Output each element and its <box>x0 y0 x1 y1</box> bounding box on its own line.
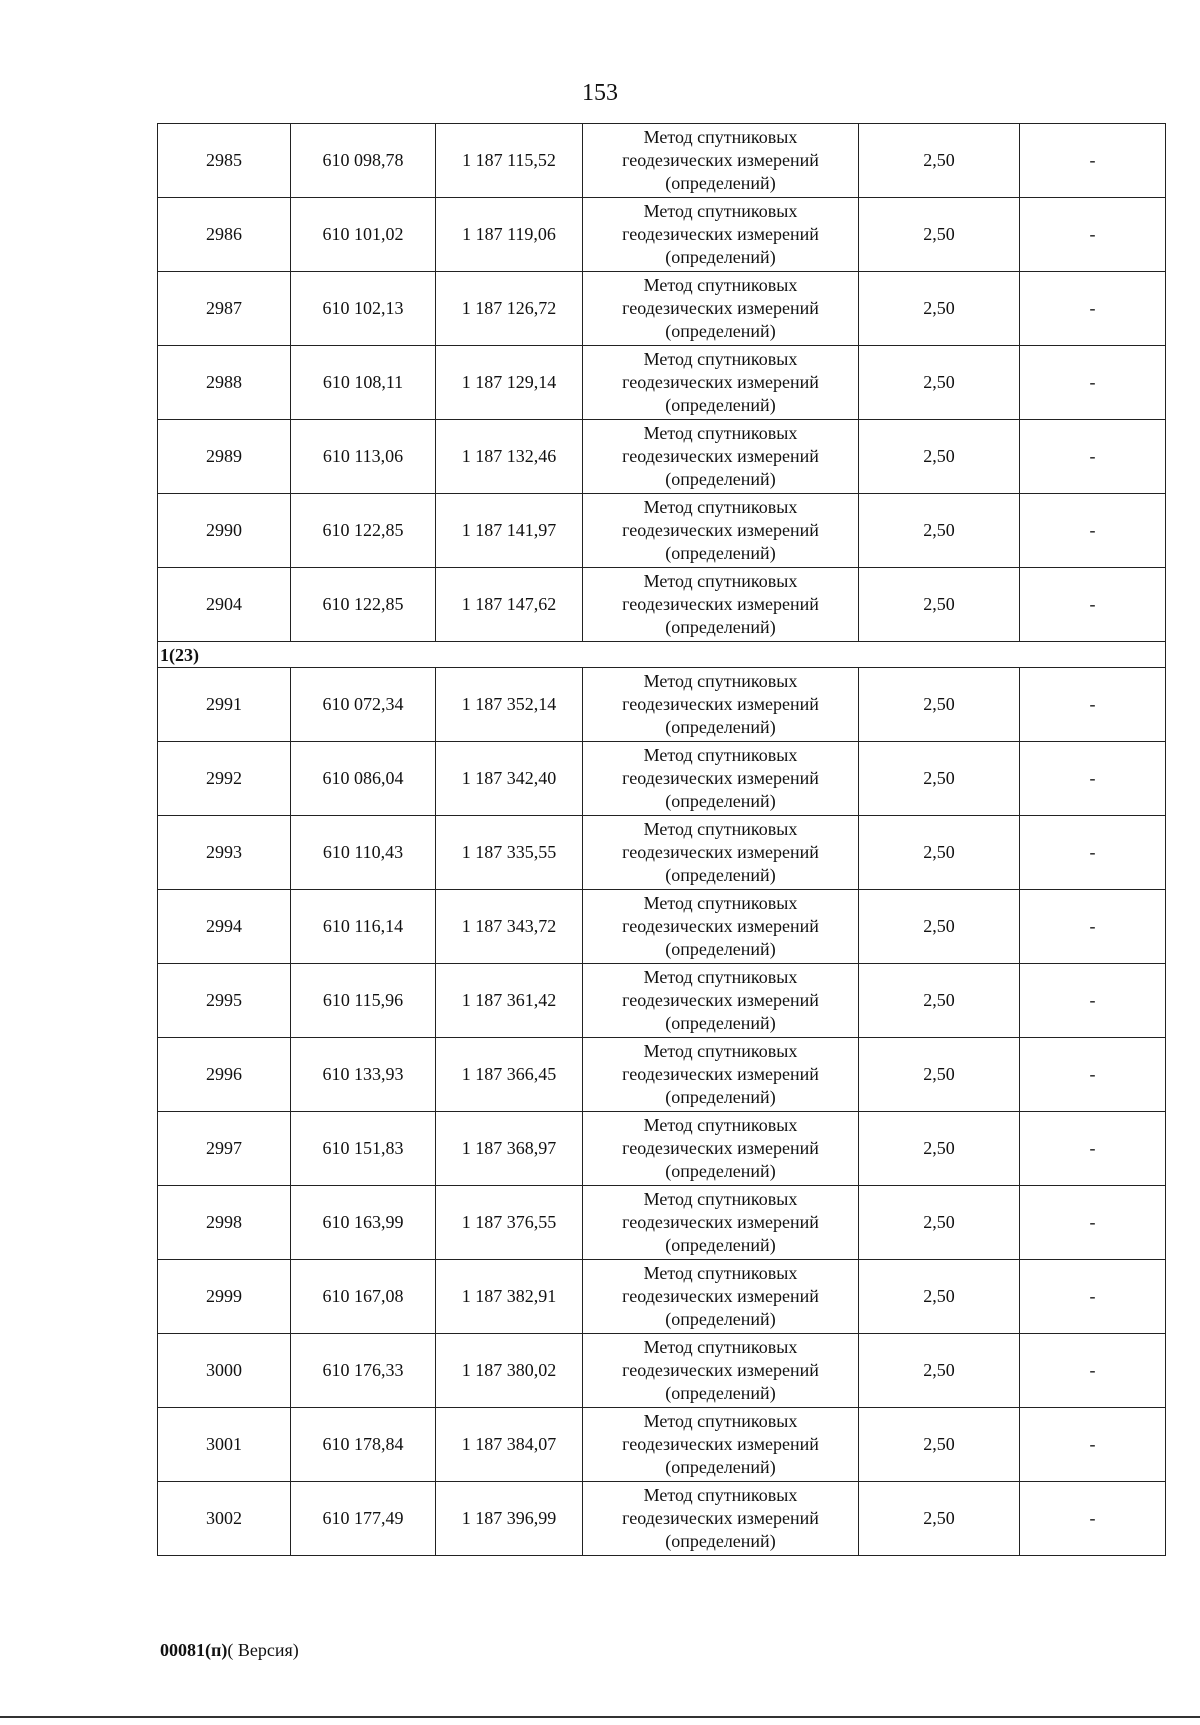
point-number-cell: 2997 <box>158 1112 291 1186</box>
description-cell: - <box>1020 742 1166 816</box>
accuracy-cell: 2,50 <box>859 494 1020 568</box>
description-cell: - <box>1020 890 1166 964</box>
accuracy-cell: 2,50 <box>859 198 1020 272</box>
point-number-cell: 2990 <box>158 494 291 568</box>
x-coordinate-cell: 610 113,06 <box>291 420 436 494</box>
table-row <box>158 890 1166 964</box>
point-number-cell: 3002 <box>158 1482 291 1556</box>
accuracy-cell: 2,50 <box>859 568 1020 642</box>
x-coordinate-cell: 610 151,83 <box>291 1112 436 1186</box>
description-cell: - <box>1020 1112 1166 1186</box>
accuracy-cell: 2,50 <box>859 668 1020 742</box>
x-coordinate-cell: 610 122,85 <box>291 568 436 642</box>
method-cell <box>583 1334 859 1408</box>
table-row <box>158 668 1166 742</box>
method-line: (определений) <box>665 469 776 489</box>
x-coordinate-cell: 610 115,96 <box>291 964 436 1038</box>
x-coordinate-cell: 610 177,49 <box>291 1482 436 1556</box>
method-line: геодезических измерений <box>622 298 819 318</box>
table-row <box>158 1112 1166 1186</box>
method-cell <box>583 494 859 568</box>
description-cell: - <box>1020 346 1166 420</box>
table-row <box>158 272 1166 346</box>
point-number-cell: 2992 <box>158 742 291 816</box>
method-line: Метод спутниковых <box>643 423 798 443</box>
y-coordinate-cell: 1 187 380,02 <box>436 1334 583 1408</box>
bottom-divider <box>0 1716 1200 1718</box>
method-line: (определений) <box>665 717 776 737</box>
section-label: 1(23) <box>158 642 1166 668</box>
method-cell <box>583 568 859 642</box>
method-line: Метод спутниковых <box>643 745 798 765</box>
point-number-cell: 2904 <box>158 568 291 642</box>
y-coordinate-cell: 1 187 147,62 <box>436 568 583 642</box>
x-coordinate-cell: 610 167,08 <box>291 1260 436 1334</box>
accuracy-cell: 2,50 <box>859 1334 1020 1408</box>
point-number-cell: 2985 <box>158 124 291 198</box>
document-footer <box>160 1640 299 1661</box>
accuracy-cell: 2,50 <box>859 124 1020 198</box>
accuracy-cell: 2,50 <box>859 890 1020 964</box>
table-row <box>158 494 1166 568</box>
y-coordinate-cell: 1 187 361,42 <box>436 964 583 1038</box>
method-cell <box>583 1482 859 1556</box>
method-line: Метод спутниковых <box>643 201 798 221</box>
method-line: (определений) <box>665 395 776 415</box>
method-cell <box>583 1038 859 1112</box>
point-number-cell: 2999 <box>158 1260 291 1334</box>
table-row <box>158 1334 1166 1408</box>
accuracy-cell: 2,50 <box>859 1038 1020 1112</box>
y-coordinate-cell: 1 187 396,99 <box>436 1482 583 1556</box>
x-coordinate-cell: 610 072,34 <box>291 668 436 742</box>
point-number-cell: 2986 <box>158 198 291 272</box>
point-number-cell: 2987 <box>158 272 291 346</box>
method-line: Метод спутниковых <box>643 1115 798 1135</box>
y-coordinate-cell: 1 187 368,97 <box>436 1112 583 1186</box>
point-number-cell: 2988 <box>158 346 291 420</box>
x-coordinate-cell: 610 178,84 <box>291 1408 436 1482</box>
method-line: Метод спутниковых <box>643 1263 798 1283</box>
method-cell <box>583 198 859 272</box>
table-row <box>158 1186 1166 1260</box>
description-cell: - <box>1020 1186 1166 1260</box>
description-cell: - <box>1020 272 1166 346</box>
table-row <box>158 964 1166 1038</box>
table-row <box>158 568 1166 642</box>
x-coordinate-cell: 610 108,11 <box>291 346 436 420</box>
table-row <box>158 816 1166 890</box>
method-line: Метод спутниковых <box>643 571 798 591</box>
section-header-row <box>158 642 1166 668</box>
method-line: Метод спутниковых <box>643 967 798 987</box>
description-cell: - <box>1020 494 1166 568</box>
x-coordinate-cell: 610 163,99 <box>291 1186 436 1260</box>
method-cell <box>583 420 859 494</box>
method-cell <box>583 742 859 816</box>
point-number-cell: 2993 <box>158 816 291 890</box>
method-line: (определений) <box>665 543 776 563</box>
method-line: геодезических измерений <box>622 990 819 1010</box>
description-cell: - <box>1020 1038 1166 1112</box>
method-line: (определений) <box>665 1235 776 1255</box>
table-row <box>158 198 1166 272</box>
method-line: (определений) <box>665 247 776 267</box>
method-line: (определений) <box>665 1309 776 1329</box>
method-line: (определений) <box>665 1161 776 1181</box>
method-line: (определений) <box>665 939 776 959</box>
x-coordinate-cell: 610 110,43 <box>291 816 436 890</box>
method-line: Метод спутниковых <box>643 127 798 147</box>
method-line: геодезических измерений <box>622 1286 819 1306</box>
method-cell <box>583 1112 859 1186</box>
method-line: геодезических измерений <box>622 694 819 714</box>
point-number-cell: 2996 <box>158 1038 291 1112</box>
description-cell: - <box>1020 668 1166 742</box>
y-coordinate-cell: 1 187 129,14 <box>436 346 583 420</box>
x-coordinate-cell: 610 098,78 <box>291 124 436 198</box>
y-coordinate-cell: 1 187 126,72 <box>436 272 583 346</box>
method-line: геодезических измерений <box>622 842 819 862</box>
method-line: Метод спутниковых <box>643 819 798 839</box>
method-line: геодезических измерений <box>622 372 819 392</box>
method-line: (определений) <box>665 321 776 341</box>
table-row <box>158 420 1166 494</box>
y-coordinate-cell: 1 187 132,46 <box>436 420 583 494</box>
accuracy-cell: 2,50 <box>859 346 1020 420</box>
description-cell: - <box>1020 1408 1166 1482</box>
method-cell <box>583 124 859 198</box>
method-line: Метод спутниковых <box>643 893 798 913</box>
accuracy-cell: 2,50 <box>859 420 1020 494</box>
accuracy-cell: 2,50 <box>859 1408 1020 1482</box>
method-line: геодезических измерений <box>622 1508 819 1528</box>
description-cell: - <box>1020 420 1166 494</box>
y-coordinate-cell: 1 187 382,91 <box>436 1260 583 1334</box>
y-coordinate-cell: 1 187 141,97 <box>436 494 583 568</box>
table-row <box>158 1408 1166 1482</box>
table-row <box>158 742 1166 816</box>
table-row <box>158 346 1166 420</box>
method-line: Метод спутниковых <box>643 1337 798 1357</box>
method-line: геодезических измерений <box>622 150 819 170</box>
method-line: Метод спутниковых <box>643 1411 798 1431</box>
method-cell <box>583 346 859 420</box>
method-cell <box>583 668 859 742</box>
point-number-cell: 2995 <box>158 964 291 1038</box>
method-cell <box>583 1260 859 1334</box>
method-line: (определений) <box>665 865 776 885</box>
method-line: геодезических измерений <box>622 594 819 614</box>
document-version: ( Версия) <box>227 1640 299 1660</box>
page-number: 153 <box>582 80 618 106</box>
table-row <box>158 1260 1166 1334</box>
point-number-cell: 2994 <box>158 890 291 964</box>
point-number-cell: 2998 <box>158 1186 291 1260</box>
method-line: геодезических измерений <box>622 1064 819 1084</box>
point-number-cell: 2991 <box>158 668 291 742</box>
method-line: (определений) <box>665 1013 776 1033</box>
x-coordinate-cell: 610 122,85 <box>291 494 436 568</box>
method-cell <box>583 816 859 890</box>
method-line: Метод спутниковых <box>643 349 798 369</box>
method-line: Метод спутниковых <box>643 1041 798 1061</box>
method-line: (определений) <box>665 173 776 193</box>
point-number-cell: 3001 <box>158 1408 291 1482</box>
x-coordinate-cell: 610 101,02 <box>291 198 436 272</box>
description-cell: - <box>1020 1260 1166 1334</box>
table-row <box>158 124 1166 198</box>
y-coordinate-cell: 1 187 366,45 <box>436 1038 583 1112</box>
y-coordinate-cell: 1 187 119,06 <box>436 198 583 272</box>
method-line: Метод спутниковых <box>643 497 798 517</box>
description-cell: - <box>1020 568 1166 642</box>
x-coordinate-cell: 610 102,13 <box>291 272 436 346</box>
document-code: 00081(п) <box>160 1640 228 1660</box>
method-line: Метод спутниковых <box>643 275 798 295</box>
x-coordinate-cell: 610 176,33 <box>291 1334 436 1408</box>
y-coordinate-cell: 1 187 343,72 <box>436 890 583 964</box>
accuracy-cell: 2,50 <box>859 742 1020 816</box>
method-line: геодезических измерений <box>622 520 819 540</box>
y-coordinate-cell: 1 187 376,55 <box>436 1186 583 1260</box>
coordinates-table <box>157 123 1166 1556</box>
method-line: Метод спутниковых <box>643 1189 798 1209</box>
point-number-cell: 2989 <box>158 420 291 494</box>
accuracy-cell: 2,50 <box>859 964 1020 1038</box>
accuracy-cell: 2,50 <box>859 1260 1020 1334</box>
x-coordinate-cell: 610 133,93 <box>291 1038 436 1112</box>
description-cell: - <box>1020 816 1166 890</box>
description-cell: - <box>1020 1334 1166 1408</box>
description-cell: - <box>1020 198 1166 272</box>
method-cell <box>583 964 859 1038</box>
accuracy-cell: 2,50 <box>859 1112 1020 1186</box>
method-line: геодезических измерений <box>622 1434 819 1454</box>
y-coordinate-cell: 1 187 115,52 <box>436 124 583 198</box>
accuracy-cell: 2,50 <box>859 272 1020 346</box>
method-cell <box>583 272 859 346</box>
description-cell: - <box>1020 124 1166 198</box>
table-row <box>158 1482 1166 1556</box>
y-coordinate-cell: 1 187 384,07 <box>436 1408 583 1482</box>
method-cell <box>583 1408 859 1482</box>
method-cell <box>583 890 859 964</box>
method-cell <box>583 1186 859 1260</box>
method-line: геодезических измерений <box>622 224 819 244</box>
y-coordinate-cell: 1 187 335,55 <box>436 816 583 890</box>
method-line: Метод спутниковых <box>643 671 798 691</box>
method-line: (определений) <box>665 1531 776 1551</box>
point-number-cell: 3000 <box>158 1334 291 1408</box>
description-cell: - <box>1020 1482 1166 1556</box>
method-line: Метод спутниковых <box>643 1485 798 1505</box>
x-coordinate-cell: 610 116,14 <box>291 890 436 964</box>
accuracy-cell: 2,50 <box>859 816 1020 890</box>
y-coordinate-cell: 1 187 352,14 <box>436 668 583 742</box>
method-line: геодезических измерений <box>622 446 819 466</box>
x-coordinate-cell: 610 086,04 <box>291 742 436 816</box>
method-line: (определений) <box>665 1457 776 1477</box>
method-line: геодезических измерений <box>622 768 819 788</box>
method-line: геодезических измерений <box>622 916 819 936</box>
description-cell: - <box>1020 964 1166 1038</box>
accuracy-cell: 2,50 <box>859 1186 1020 1260</box>
method-line: (определений) <box>665 791 776 811</box>
method-line: геодезических измерений <box>622 1360 819 1380</box>
method-line: (определений) <box>665 1087 776 1107</box>
method-line: (определений) <box>665 617 776 637</box>
table-row <box>158 1038 1166 1112</box>
method-line: геодезических измерений <box>622 1212 819 1232</box>
y-coordinate-cell: 1 187 342,40 <box>436 742 583 816</box>
method-line: геодезических измерений <box>622 1138 819 1158</box>
coordinates-table-body <box>158 124 1166 1556</box>
accuracy-cell: 2,50 <box>859 1482 1020 1556</box>
method-line: (определений) <box>665 1383 776 1403</box>
